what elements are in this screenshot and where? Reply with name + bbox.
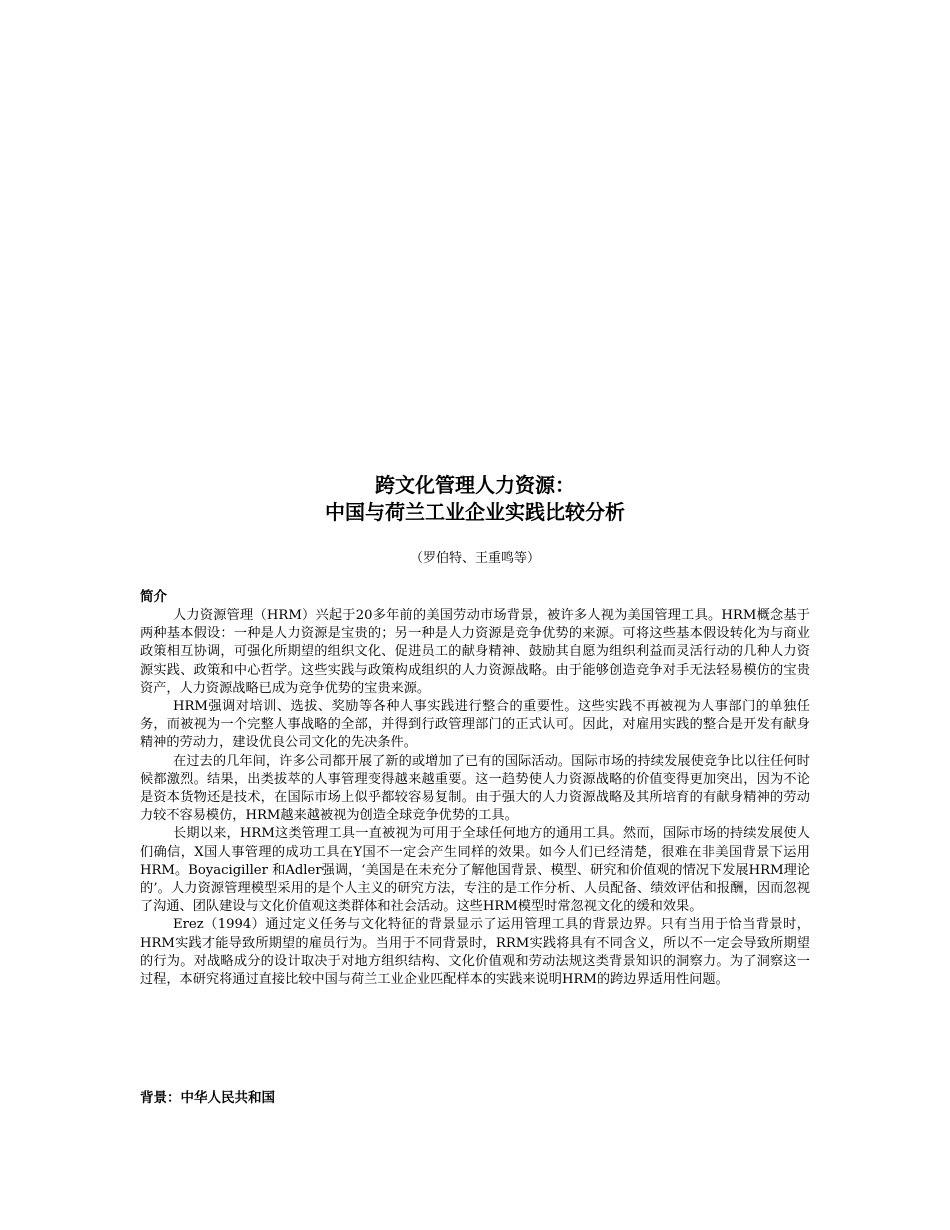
paragraph-1: 人力资源管理（HRM）兴起于20多年前的美国劳动市场背景，被许多人视为美国管理工具。HRM概念基于两种基本假设：一种是人力资源是宝贵的；另一种是人力资源是竞争优势的来源。可将这些基本假设转化为与商业政策相互协调，可强化所期望的组织文化、促进员工的献身精神、鼓励其自愿为组织利益而灵活行动的几种人力资源实践、政策和中心哲学。这些实践与政策构成组织的人力资源战略。由于能够创造竞争对手无法轻易模仿的宝贵资产，人力资源战略已成为竞争优势的宝贵来源。 xyxy=(140,608,810,696)
section-heading-introduction: 简介 xyxy=(140,589,167,605)
paragraph-5: Erez（1994）通过定义任务与文化特征的背景显示了运用管理工具的背景边界。只有当用于恰当背景时，HRM实践才能导致所期望的雇员行为。当用于不同背景时，RRM实践将具有不同含义，所以不一定会导致所期望的行为。对战略成分的设计取决于对地方组织结构、文化价值观和劳动法规这类背景知识的洞察力。为了洞察这一过程，本研究将通过直接比较中国与荷兰工业企业匹配样本的实践来说明HRM的跨边界适用性问题。 xyxy=(140,917,810,988)
paragraph-3: 在过去的几年间，许多公司都开展了新的或增加了已有的国际活动。国际市场的持续发展使竞争比以往任何时候都激烈。结果，出类拔萃的人事管理变得越来越重要。这一趋势使人力资源战略的价值变得更加突出，因为不论是资本货物还是技术，在国际市场上似乎都较容易复制。由于强大的人力资源战略及其所培育的有献身精神的劳动力较不容易模仿，HRM越来越被视为创造全球竞争优势的工具。 xyxy=(140,753,810,824)
document-title-line-2: 中国与荷兰工业企业实践比较分析 xyxy=(325,500,625,524)
paragraph-4: 长期以来，HRM这类管理工具一直被视为可用于全球任何地方的通用工具。然而，国际市场的持续发展使人们确信，X国人事管理的成功工具在Y国不一定会产生同样的效果。如今人们已经清楚，很难在非美国背景下运用HRM。Boyacigiller 和Adler强调，‘美国是在未充分了解他国背景、模型、研究和价值观的情况下发展HRM理论的’。人力资源管理模型采用的是个人主义的研究方法，专注的是工作分析、人员配备、绩效评估和报酬，因而忽视了沟通、团队建设与文化价值观这类群体和社会活动。这些HRM模型时常忽视文化的缓和效果。 xyxy=(140,826,810,915)
paragraph-2: HRM强调对培训、选拔、奖励等各种人事实践进行整合的重要性。这些实践不再被视为人事部门的单独任务，而被视为一个完整人事战略的全部，并得到行政管理部门的正式认可。因此，对雇用实践的整合是开发有献身精神的劳动力，建设优良公司文化的先决条件。 xyxy=(140,699,810,751)
document-title-line-1: 跨文化管理人力资源： xyxy=(375,473,575,497)
introduction-body xyxy=(140,607,810,989)
section-heading-background: 背景：中华人民共和国 xyxy=(140,1090,275,1106)
document-authors: （罗伯特、王重鸣等） xyxy=(409,551,540,566)
